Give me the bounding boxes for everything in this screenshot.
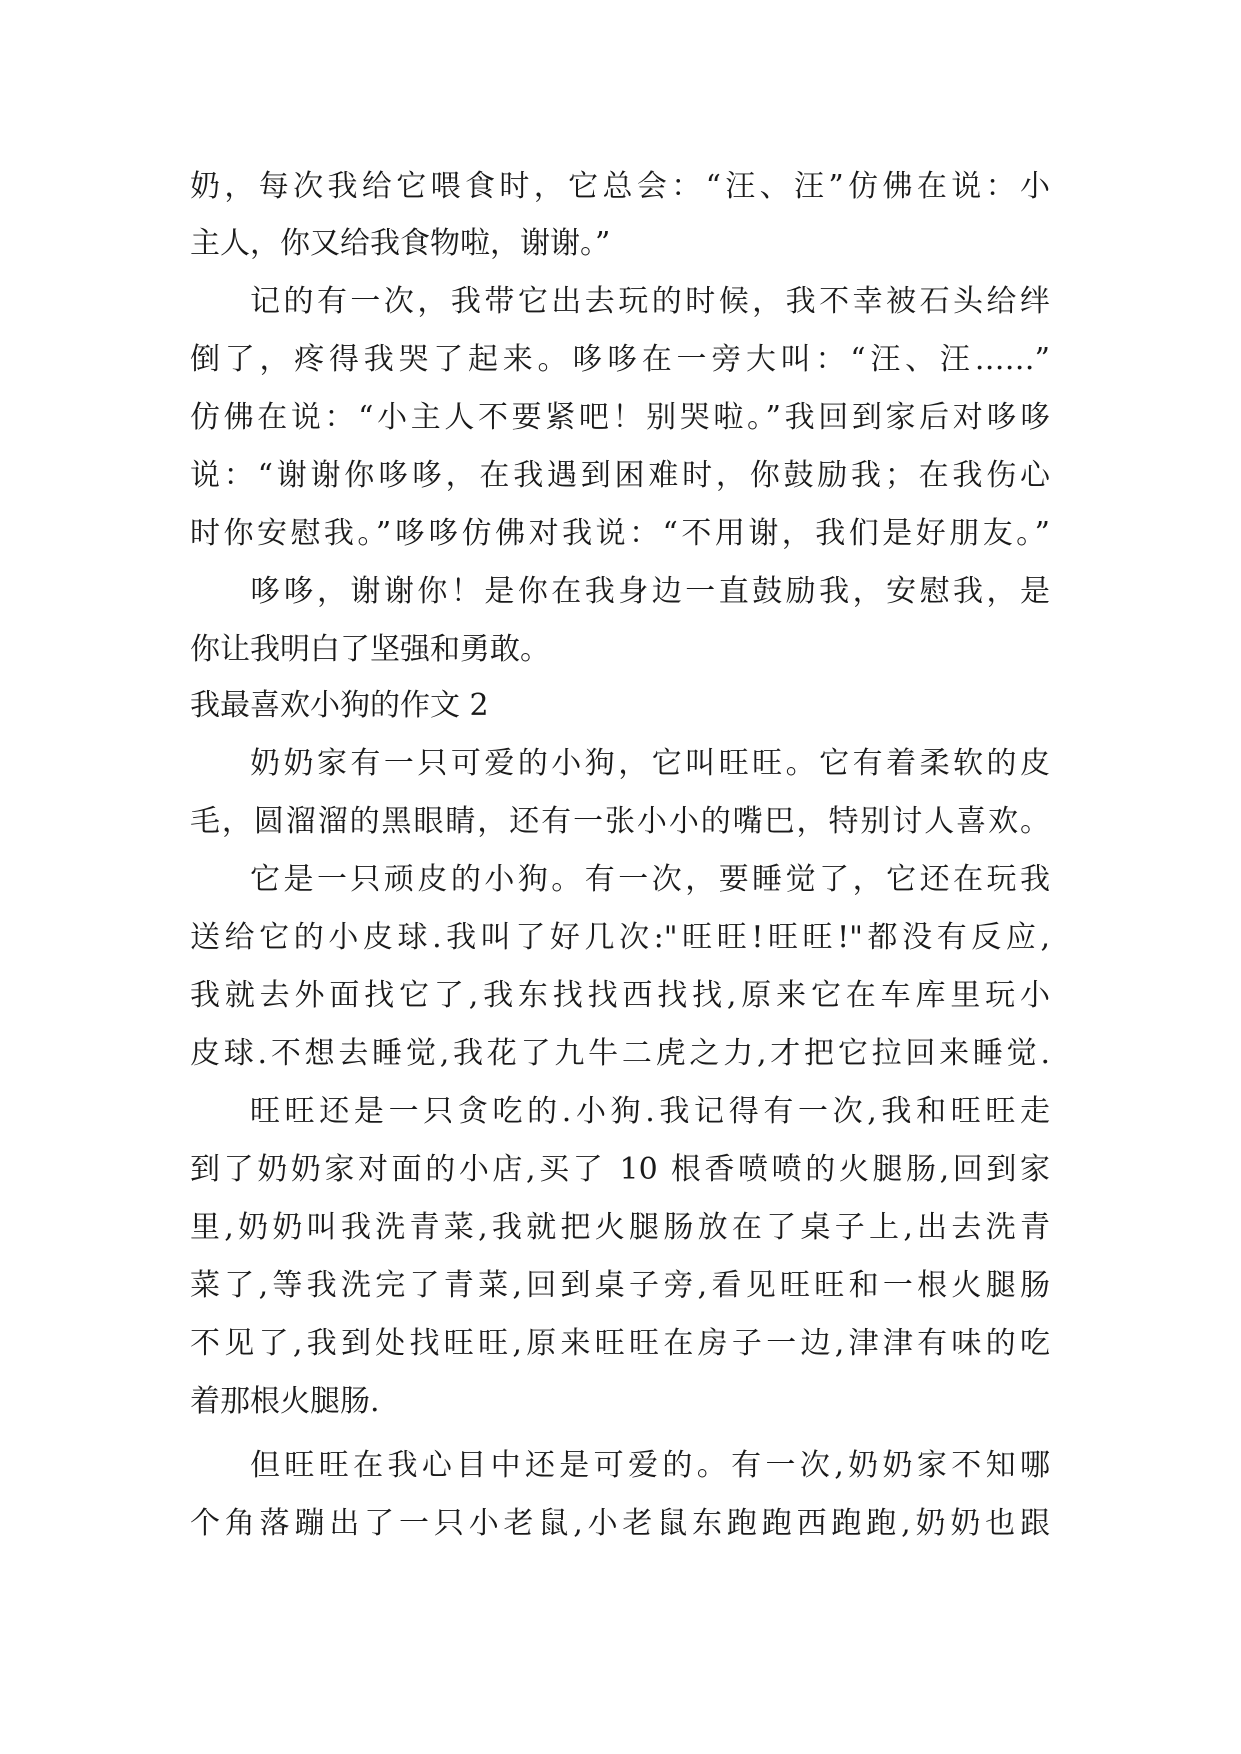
text-line: 我就去外面找它了,我东找找西找找,原来它在车库里玩小: [190, 978, 1050, 1013]
paragraph-first-line: 奶奶家有一只可爱的小狗，它叫旺旺。它有着柔软的皮: [250, 746, 1050, 781]
text-line: 菜了,等我洗完了青菜,回到桌子旁,看见旺旺和一根火腿肠: [190, 1268, 1050, 1303]
text-line: 着那根火腿肠.: [190, 1384, 380, 1419]
text-line: 仿佛在说：“小主人不要紧吧！别哭啦。”我回到家后对哆哆: [190, 400, 1050, 435]
section-heading: 我最喜欢小狗的作文 2: [190, 688, 489, 723]
text-line: 说：“谢谢你哆哆，在我遇到困难时，你鼓励我；在我伤心: [190, 458, 1050, 493]
paragraph-first-line: 记的有一次，我带它出去玩的时候，我不幸被石头给绊: [250, 284, 1050, 319]
text-line: 到了奶奶家对面的小店,买了 10 根香喷喷的火腿肠,回到家: [190, 1152, 1050, 1187]
text-line: 你让我明白了坚强和勇敢。: [190, 632, 550, 667]
paragraph-first-line: 哆哆，谢谢你！是你在我身边一直鼓励我，安慰我，是: [250, 574, 1050, 609]
text-line: 不见了,我到处找旺旺,原来旺旺在房子一边,津津有味的吃: [190, 1326, 1050, 1361]
paragraph-first-line: 旺旺还是一只贪吃的.小狗.我记得有一次,我和旺旺走: [250, 1094, 1050, 1129]
paragraph-first-line: 它是一只顽皮的小狗。有一次，要睡觉了，它还在玩我: [250, 862, 1050, 897]
text-line: 主人，你又给我食物啦，谢谢。”: [190, 226, 611, 261]
text-line: 毛，圆溜溜的黑眼睛，还有一张小小的嘴巴，特别讨人喜欢。: [190, 804, 1050, 839]
text-line: 送给它的小皮球.我叫了好几次:"旺旺!旺旺!"都没有反应,: [190, 920, 1050, 955]
text-line: 奶，每次我给它喂食时，它总会：“汪、汪”仿佛在说：小: [190, 169, 1050, 204]
text-line: 皮球.不想去睡觉,我花了九牛二虎之力,才把它拉回来睡觉.: [190, 1036, 1050, 1071]
text-line: 倒了，疼得我哭了起来。哆哆在一旁大叫：“汪、汪……”: [190, 342, 1050, 377]
text-line: 个角落蹦出了一只小老鼠,小老鼠东跑跑西跑跑,奶奶也跟: [190, 1506, 1050, 1541]
text-line: 时你安慰我。”哆哆仿佛对我说：“不用谢，我们是好朋友。”: [190, 516, 1050, 551]
paragraph-first-line: 但旺旺在我心目中还是可爱的。有一次,奶奶家不知哪: [250, 1448, 1050, 1483]
text-line: 里,奶奶叫我洗青菜,我就把火腿肠放在了桌子上,出去洗青: [190, 1210, 1050, 1245]
